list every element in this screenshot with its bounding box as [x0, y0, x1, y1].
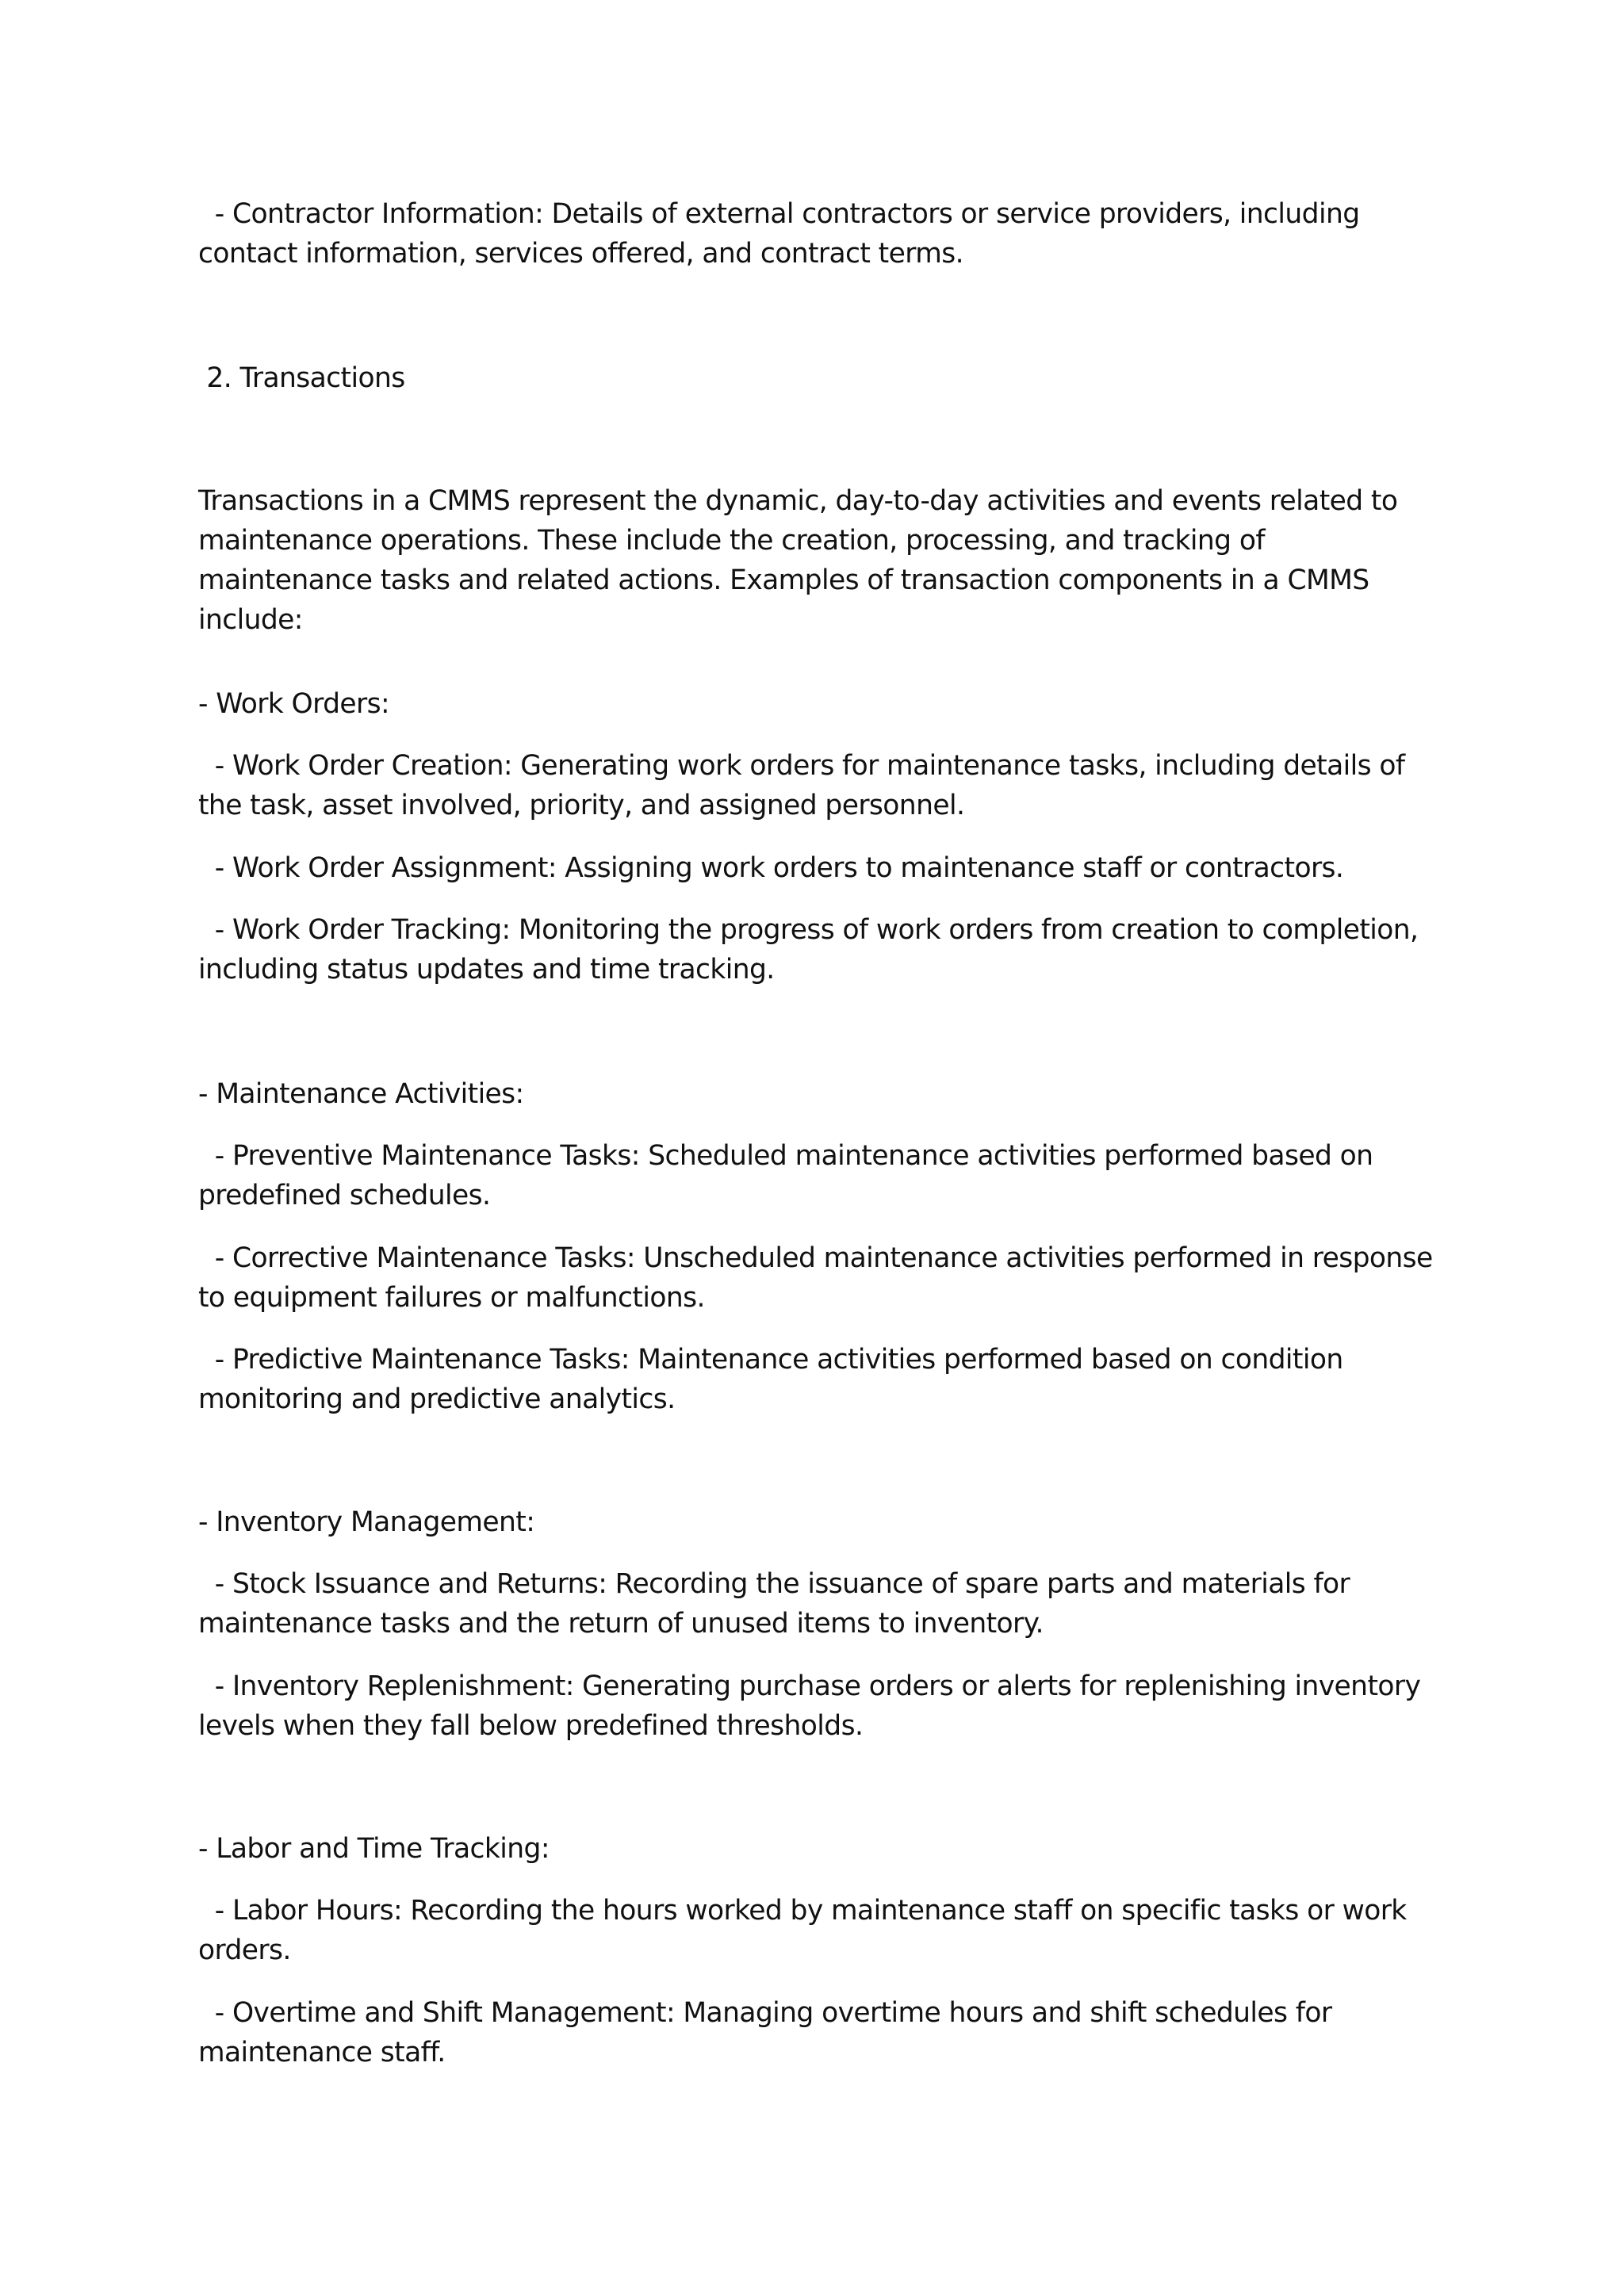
maintenance-activities-heading: - Maintenance Activities:	[198, 1078, 524, 1110]
predictive-maintenance-item: - Predictive Maintenance Tasks: Maintenance activities performed based on condition monitoring and predictive analytics.	[198, 1344, 1351, 1415]
labor-time-tracking-heading: - Labor and Time Tracking:	[198, 1833, 550, 1865]
section-heading: 2. Transactions	[198, 362, 405, 394]
work-order-creation-item: - Work Order Creation: Generating work orders for maintenance tasks, including details of the task, asset involved, priority, and assigned personnel.	[198, 750, 1413, 821]
transactions-intro-paragraph: Transactions in a CMMS represent the dynamic, day-to-day activities and events related to maintenance operations. These include the creation, processing, and tracking of maintenance tasks and related actions. Examples of transaction components in a CMMS include:	[198, 485, 1406, 636]
preventive-maintenance-item: - Preventive Maintenance Tasks: Scheduled maintenance activities performed based on predefined schedules.	[198, 1140, 1381, 1211]
work-orders-heading: - Work Orders:	[198, 688, 389, 720]
work-order-assignment-item: - Work Order Assignment: Assigning work orders to maintenance staff or contractors.	[198, 852, 1344, 884]
stock-issuance-item: - Stock Issuance and Returns: Recording the issuance of spare parts and materials for maintenance tasks and the return of unused items to inventory.	[198, 1568, 1358, 1640]
work-order-tracking-item: - Work Order Tracking: Monitoring the progress of work orders from creation to completion, including status updates and time tracking.	[198, 914, 1427, 985]
labor-hours-item: - Labor Hours: Recording the hours worked by maintenance staff on specific tasks or work orders.	[198, 1895, 1415, 1966]
overtime-shift-management-item: - Overtime and Shift Management: Managing overtime hours and shift schedules for maintenance staff.	[198, 1997, 1340, 2068]
inventory-management-heading: - Inventory Management:	[198, 1506, 535, 1538]
corrective-maintenance-item: - Corrective Maintenance Tasks: Unscheduled maintenance activities performed in response to equipment failures or malfunctions.	[198, 1242, 1442, 1314]
contractor-information-paragraph: - Contractor Information: Details of external contractors or service providers, including contact information, services offered, and contract terms.	[198, 198, 1368, 270]
inventory-replenishment-item: - Inventory Replenishment: Generating purchase orders or alerts for replenishing inventory levels when they fall below predefined thresholds.	[198, 1670, 1429, 1742]
